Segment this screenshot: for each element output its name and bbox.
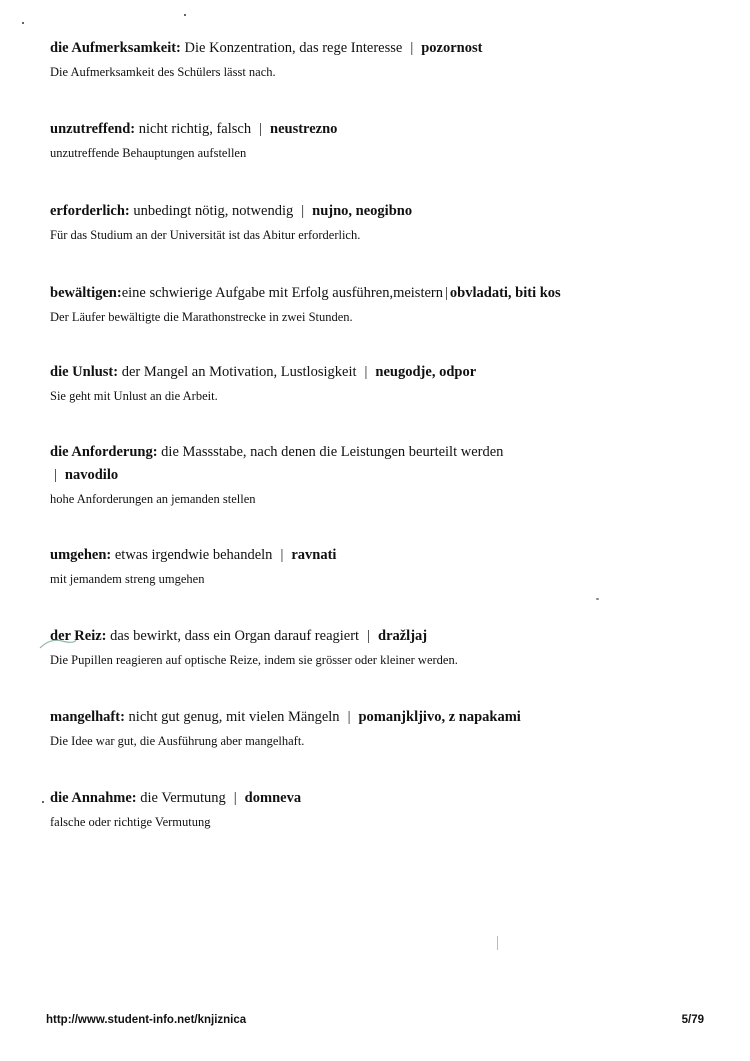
entry-term: die Anforderung: — [50, 444, 158, 460]
entry-term: die Unlust: — [50, 364, 119, 380]
entry-term: mangelhaft: — [50, 709, 125, 725]
entry-headline — [50, 788, 301, 808]
entry-definition: der Mangel an Motivation, Lustlosigkeit — [121, 364, 357, 380]
entry-separator: | — [410, 40, 414, 56]
entry-definition: eine schwierige Aufgabe mit Erfolg ausführen,meistern — [121, 285, 443, 301]
entry-translation: ravnati — [291, 547, 337, 563]
entry-headline — [50, 626, 458, 646]
entry-term: bewältigen: — [50, 285, 122, 301]
entry-example: unzutreffende Behauptungen aufstellen — [50, 146, 247, 160]
entry-translation: domneva — [244, 790, 302, 806]
vocab-entry — [50, 788, 301, 830]
entry-term: die Annahme: — [50, 790, 137, 806]
entry-headline — [50, 442, 503, 485]
entry-example: falsche oder richtige Vermutung — [50, 815, 211, 829]
scan-speck — [42, 801, 44, 803]
vocab-entry — [50, 442, 503, 507]
entry-translation: obvladati, biti kos — [449, 285, 561, 301]
footer-url: http://www.student-info.net/knjiznica — [46, 1014, 247, 1026]
vocab-entry — [50, 283, 561, 325]
vocab-entry — [50, 707, 521, 749]
scan-speck — [184, 14, 186, 16]
entry-separator: | — [364, 364, 368, 380]
entry-translation-line — [50, 465, 503, 485]
entry-separator: | — [233, 790, 237, 806]
entry-definition: nicht gut genug, mit vielen Mängeln — [128, 709, 340, 725]
entry-translation: neugodje, odpor — [375, 364, 477, 380]
entry-separator: | — [54, 467, 57, 483]
entry-term: der Reiz: — [50, 628, 107, 644]
page-number: 5/79 — [681, 1014, 704, 1026]
entry-separator: | — [280, 547, 284, 563]
scan-speck — [596, 598, 599, 600]
vocab-entry — [50, 38, 482, 80]
vocab-entry — [50, 201, 412, 243]
vocab-entry — [50, 626, 458, 668]
entry-example: mit jemandem streng umgehen — [50, 572, 205, 586]
entry-translation: neustrezno — [270, 121, 338, 137]
entry-example: hohe Anforderungen an jemanden stellen — [50, 492, 256, 506]
entry-definition: die Vermutung — [140, 790, 226, 806]
pencil-underline-mark — [38, 636, 78, 650]
entry-headline — [50, 707, 521, 727]
entry-definition: etwas irgendwie behandeln — [114, 547, 273, 563]
entry-separator: | — [367, 628, 370, 644]
entry-definition: unbedingt nötig, notwendig — [133, 203, 294, 219]
entry-definition: das bewirkt, dass ein Organ darauf reagiert — [110, 628, 360, 644]
vocab-entry — [50, 362, 476, 404]
entry-translation: pozornost — [421, 40, 483, 56]
entry-separator: | — [347, 709, 351, 725]
entry-translation: dražljaj — [378, 628, 428, 644]
entry-headline — [50, 119, 337, 139]
entry-separator: | — [259, 121, 262, 137]
entry-definition: die Massstabe, nach denen die Leistungen beurteilt werden — [161, 444, 504, 460]
entry-example: Die Idee war gut, die Ausführung aber mangelhaft. — [50, 734, 305, 748]
entry-term: umgehen: — [50, 547, 112, 563]
vocab-entry — [50, 545, 336, 587]
entry-separator: | — [445, 285, 448, 301]
entry-example: Sie geht mit Unlust an die Arbeit. — [50, 389, 218, 403]
entry-headline — [50, 545, 336, 565]
entry-term: erforderlich: — [50, 203, 130, 219]
entry-headline — [50, 283, 561, 303]
entry-translation: nujno, neogibno — [312, 203, 413, 219]
entry-translation: pomanjkljivo, z napakami — [358, 709, 521, 725]
scan-mark — [497, 936, 498, 950]
entry-headline — [50, 201, 412, 221]
entry-example: Die Aufmerksamkeit des Schülers lässt nach. — [50, 65, 276, 79]
entry-example: Die Pupillen reagieren auf optische Reize, indem sie grösser oder kleiner werden. — [50, 653, 458, 667]
entry-example: Der Läufer bewältigte die Marathonstrecke in zwei Stunden. — [50, 310, 353, 324]
entry-definition: nicht richtig, falsch — [138, 121, 252, 137]
entry-headline — [50, 362, 476, 382]
scan-speck — [22, 22, 24, 24]
entry-translation: navodilo — [64, 467, 119, 483]
entry-term: unzutreffend: — [50, 121, 136, 137]
vocab-entry — [50, 119, 337, 161]
entry-separator: | — [301, 203, 305, 219]
entry-term: die Aufmerksamkeit: — [50, 40, 181, 56]
entry-example: Für das Studium an der Universität ist das Abitur erforderlich. — [50, 228, 361, 242]
entry-definition: Die Konzentration, das rege Interesse — [184, 40, 403, 56]
entry-headline — [50, 38, 482, 58]
